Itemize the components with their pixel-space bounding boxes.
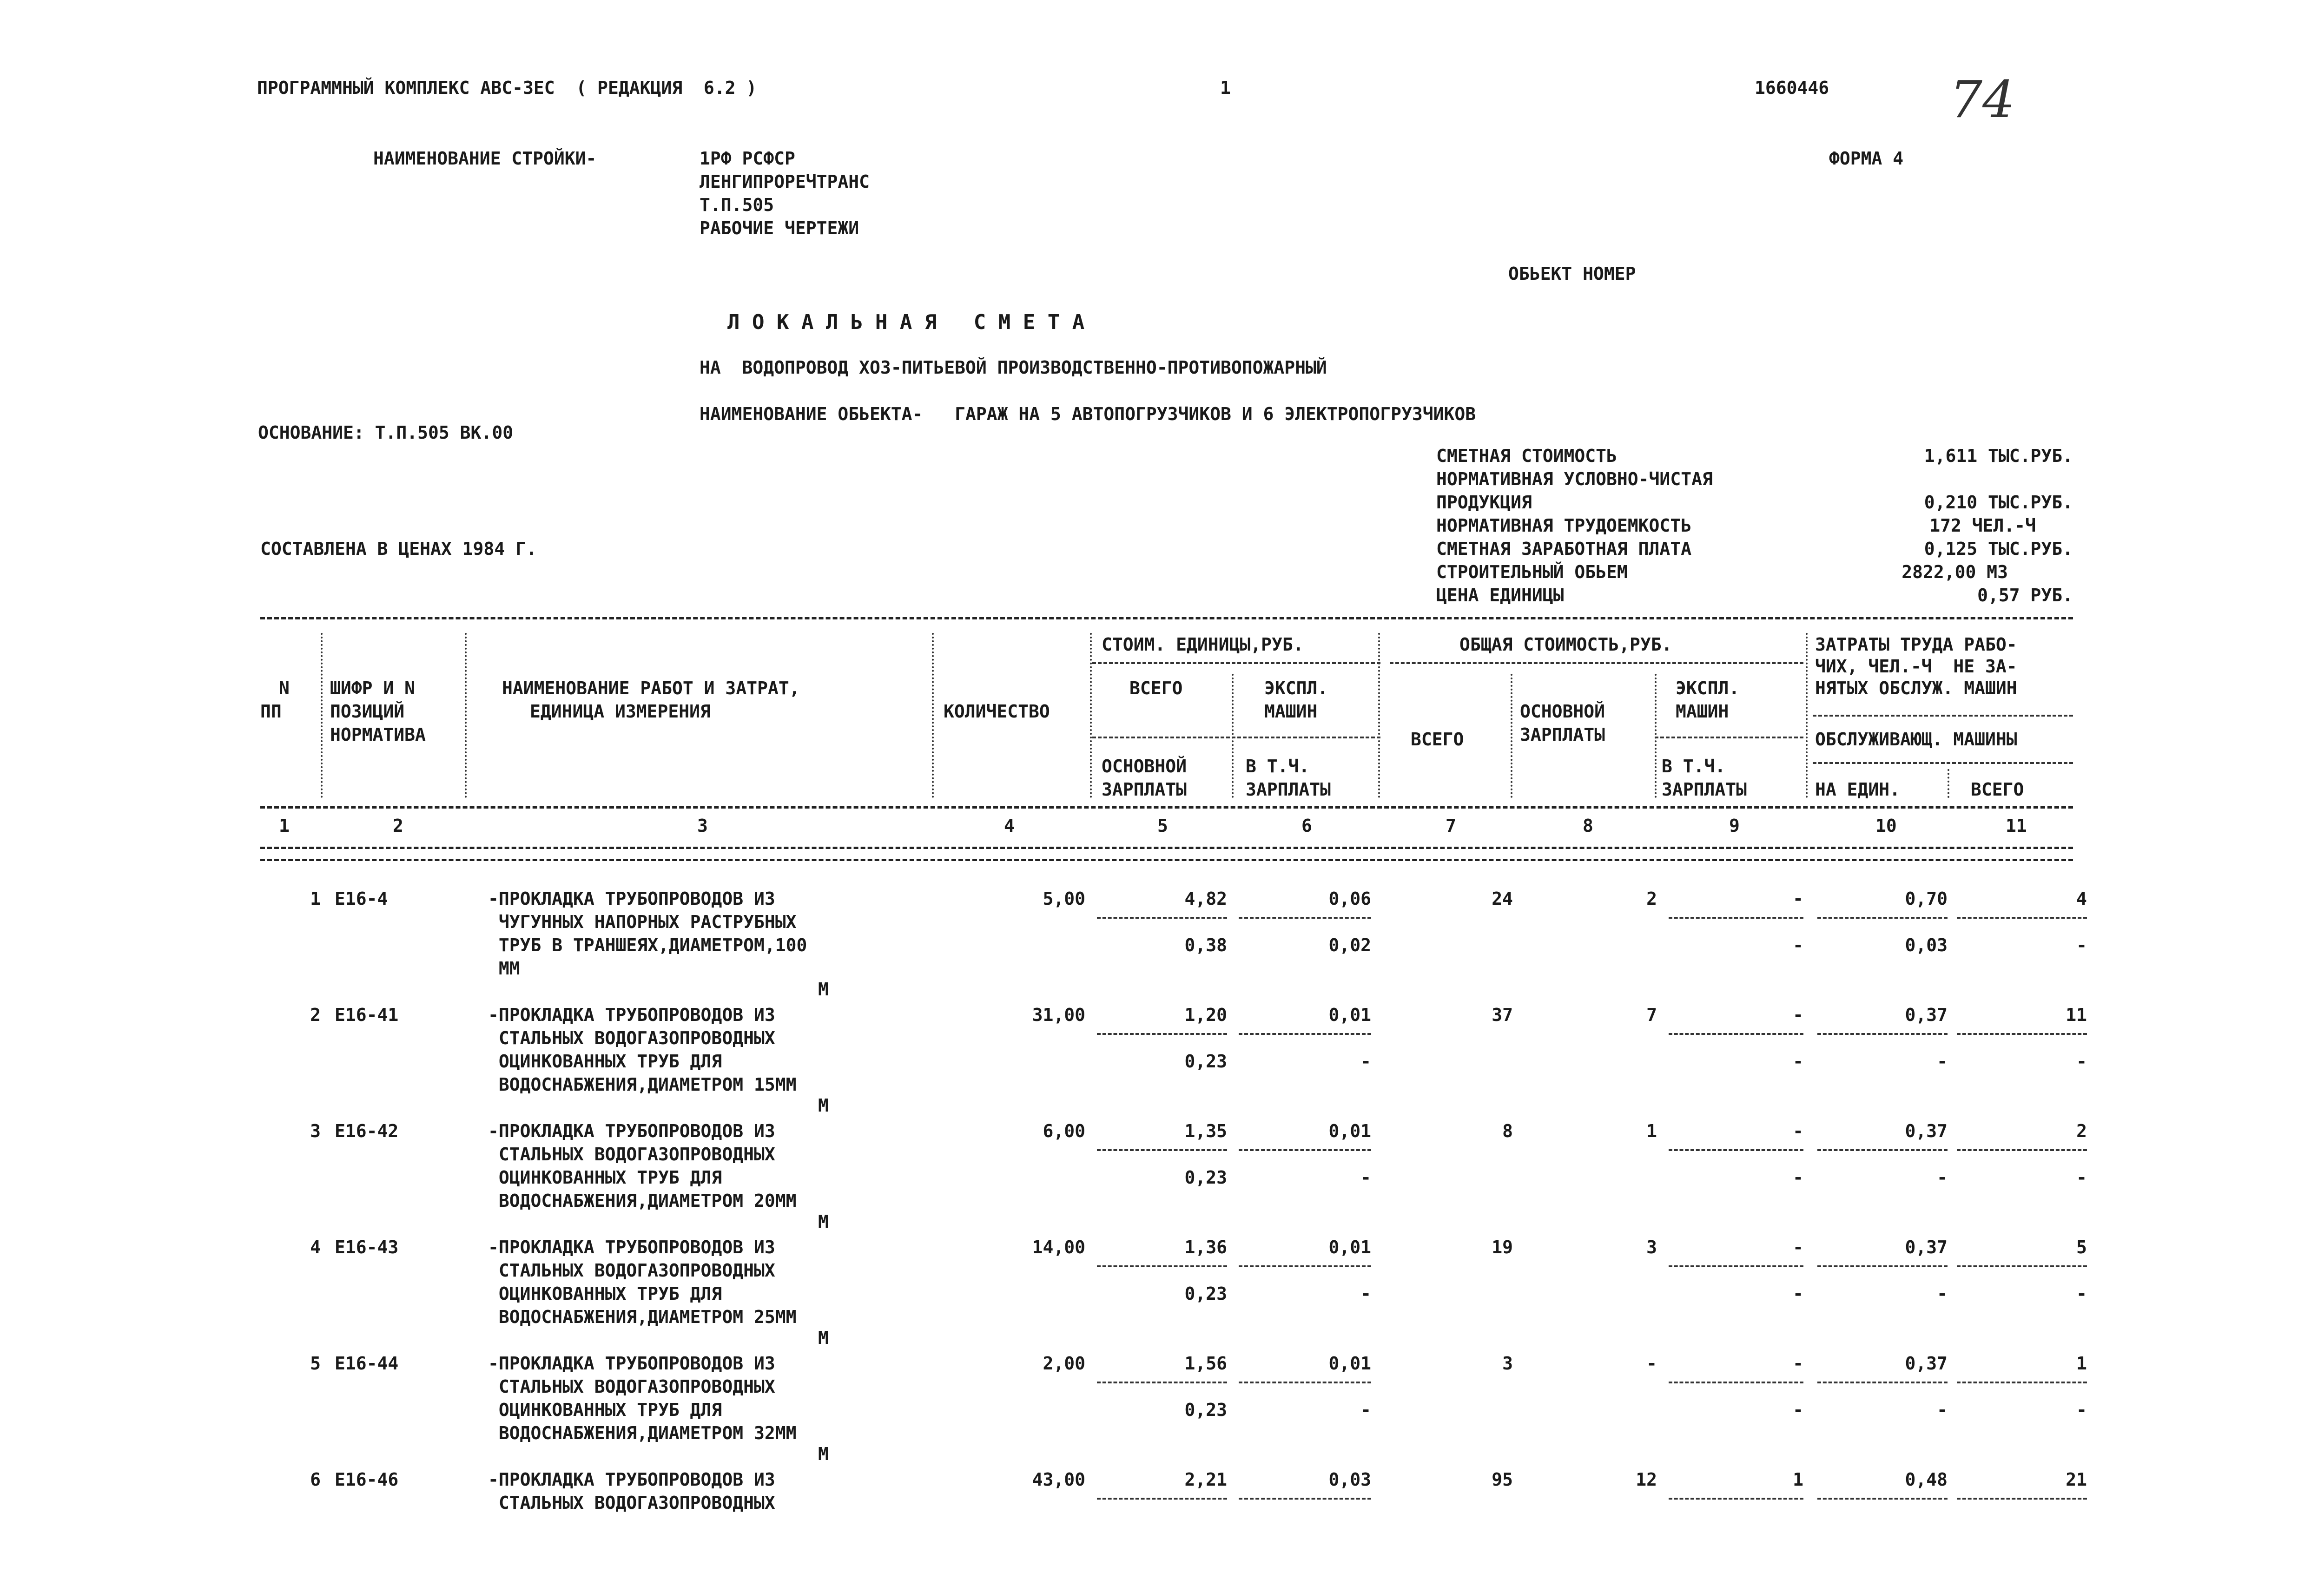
row-total-incl-wages: - — [1793, 935, 1803, 955]
summary-label: СМЕТНАЯ ЗАРАБОТНАЯ ПЛАТА — [1436, 539, 1692, 559]
tc-total-label: ВСЕГО — [1411, 729, 1464, 750]
row-name-line: -ПРОКЛАДКА ТРУБОПРОВОДОВ ИЗ — [488, 1121, 775, 1141]
unit-sub-rule — [1092, 737, 1380, 738]
cell-divider — [1957, 1265, 2087, 1267]
row-labor-total: 21 — [2066, 1469, 2087, 1490]
row-unit: М — [818, 1444, 829, 1464]
row-labor-unit: 0,37 — [1905, 1121, 1948, 1141]
row-total-machines: - — [1793, 888, 1803, 909]
unit-cost-label: СТОИМ. ЕДИНИЦЫ,РУБ. — [1102, 634, 1304, 655]
col-separator — [1378, 633, 1380, 798]
row-unit-machines: 0,01 — [1328, 1121, 1371, 1141]
col-separator — [932, 633, 934, 798]
unit-basic-label: ОСНОВНОЙ — [1102, 756, 1187, 777]
document-title: Л О К А Л Ь Н А Я С М Е Т А — [727, 310, 1085, 334]
row-name-line: СТАЛЬНЫХ ВОДОГАЗОПРОВОДНЫХ — [488, 1144, 775, 1165]
cell-divider — [1957, 1498, 2087, 1500]
row-total-wages: 3 — [1646, 1237, 1657, 1257]
row-name-line: ВОДОСНАБЖЕНИЯ,ДИАМЕТРОМ 25ММ — [488, 1307, 797, 1327]
summary-label: НОРМАТИВНАЯ УСЛОВНО-ЧИСТАЯ — [1436, 469, 1713, 489]
row-total-machines: - — [1793, 1237, 1803, 1257]
row-code: Е16-42 — [335, 1121, 399, 1141]
cell-divider — [1239, 917, 1371, 919]
col-number: 8 — [1583, 816, 1593, 836]
labor-sub-rule — [1813, 762, 2073, 764]
total-cost-label: ОБЩАЯ СТОИМОСТЬ,РУБ. — [1459, 634, 1672, 655]
row-name-line: СТАЛЬНЫХ ВОДОГАЗОПРОВОДНЫХ — [488, 1028, 775, 1048]
cell-divider — [1817, 917, 1948, 919]
cell-divider — [1669, 1033, 1803, 1035]
price-level: СОСТАВЛЕНА В ЦЕНАХ 1984 Г. — [260, 539, 537, 559]
col-number: 11 — [2006, 816, 2027, 836]
row-unit-wages: 0,23 — [1184, 1167, 1227, 1188]
row-total-machines: - — [1793, 1005, 1803, 1025]
col-separator — [1511, 674, 1512, 798]
row-total-wages: - — [1646, 1353, 1657, 1374]
header-rule-bottom — [260, 847, 2073, 849]
cell-divider — [1097, 1033, 1227, 1035]
row-number: 3 — [310, 1121, 321, 1141]
col-number: 6 — [1301, 816, 1312, 836]
row-quantity: 2,00 — [1043, 1353, 1085, 1374]
cell-divider — [1669, 1265, 1803, 1267]
row-labor-total: 11 — [2066, 1005, 2087, 1025]
row-code: Е16-4 — [335, 888, 388, 909]
row-code: Е16-46 — [335, 1469, 399, 1490]
row-name-line: ЧУГУННЫХ НАПОРНЫХ РАСТРУБНЫХ — [488, 912, 797, 932]
col-separator — [465, 633, 467, 798]
cell-divider — [1957, 1149, 2087, 1151]
row-name-line: ТРУБ В ТРАНШЕЯХ,ДИАМЕТРОМ,100 — [488, 935, 807, 955]
row-number: 5 — [310, 1353, 321, 1374]
row-name-line: -ПРОКЛАДКА ТРУБОПРОВОДОВ ИЗ — [488, 1237, 775, 1257]
col-separator — [1090, 633, 1092, 798]
col-number: 3 — [697, 816, 708, 836]
cell-divider — [1817, 1498, 1948, 1500]
unit-mach-label: ЭКСПЛ. — [1264, 678, 1328, 698]
row-unit-incl-wages: 0,02 — [1328, 935, 1371, 955]
summary-value: 0,57 РУБ. — [1977, 585, 2073, 605]
construction-label: НАИМЕНОВАНИЕ СТРОЙКИ- — [373, 148, 597, 169]
row-unit-total: 1,20 — [1184, 1005, 1227, 1025]
unit-mach-label: МАШИН — [1264, 701, 1318, 722]
cell-divider — [1097, 1498, 1227, 1500]
col-separator — [1948, 769, 1949, 798]
row-unit-total: 1,36 — [1184, 1237, 1227, 1257]
document-subtitle: НА ВОДОПРОВОД ХОЗ-ПИТЬЕВОЙ ПРОИЗВОДСТВЕННО-ПРОТИВОПОЖАРНЫЙ — [700, 357, 1327, 378]
row-total: 3 — [1502, 1353, 1513, 1374]
row-labor-total: 5 — [2076, 1237, 2087, 1257]
col-code-label: НОРМАТИВА — [330, 724, 426, 745]
row-labor-unit-service: - — [1937, 1167, 1948, 1188]
row-labor-total-service: - — [2076, 1400, 2087, 1420]
row-code: Е16-44 — [335, 1353, 399, 1374]
row-total-wages: 2 — [1646, 888, 1657, 909]
cell-divider — [1669, 1382, 1803, 1383]
cell-divider — [1669, 917, 1803, 919]
row-number: 1 — [310, 888, 321, 909]
row-total: 95 — [1492, 1469, 1513, 1490]
col-separator — [1806, 633, 1808, 798]
row-labor-total-service: - — [2076, 1283, 2087, 1304]
summary-label: ЦЕНА ЕДИНИЦЫ — [1436, 585, 1564, 605]
cell-divider — [1097, 1149, 1227, 1151]
row-total-machines: - — [1793, 1353, 1803, 1374]
construction-line: РАБОЧИЕ ЧЕРТЕЖИ — [700, 218, 859, 238]
row-name-line: ВОДОСНАБЖЕНИЯ,ДИАМЕТРОМ 32ММ — [488, 1423, 797, 1443]
row-unit-incl-wages: - — [1360, 1283, 1371, 1304]
labor-rule — [1813, 715, 2073, 717]
row-labor-total: 4 — [2076, 888, 2087, 909]
col-number: 9 — [1729, 816, 1740, 836]
unit-cost-rule — [1092, 662, 1380, 664]
col-code-label: ШИФР И N — [330, 678, 416, 698]
row-unit-machines: 0,01 — [1328, 1353, 1371, 1374]
cell-divider — [1239, 1265, 1371, 1267]
row-labor-unit: 0,48 — [1905, 1469, 1948, 1490]
tc-mach-label: ЭКСПЛ. — [1676, 678, 1740, 698]
summary-label: ПРОДУКЦИЯ — [1436, 492, 1532, 513]
row-unit-machines: 0,06 — [1328, 888, 1371, 909]
col-number: 5 — [1157, 816, 1168, 836]
row-labor-total-service: - — [2076, 1051, 2087, 1072]
basis: ОСНОВАНИЕ: Т.П.505 ВК.00 — [258, 422, 514, 443]
row-total-wages: 7 — [1646, 1005, 1657, 1025]
row-unit: М — [818, 1095, 829, 1116]
row-unit-wages: 0,38 — [1184, 935, 1227, 955]
handwritten-page-number: 74 — [1950, 70, 2015, 129]
row-labor-unit-service: - — [1937, 1051, 1948, 1072]
row-total-incl-wages: - — [1793, 1167, 1803, 1188]
construction-line: 1РФ РСФСР — [700, 148, 795, 169]
row-unit-wages: 0,23 — [1184, 1051, 1227, 1072]
row-labor-unit: 0,37 — [1905, 1005, 1948, 1025]
col-separator — [321, 633, 323, 798]
row-unit: М — [818, 1328, 829, 1348]
row-unit-incl-wages: - — [1360, 1167, 1371, 1188]
row-name-line: ОЦИНКОВАННЫХ ТРУБ ДЛЯ — [488, 1283, 722, 1304]
row-name-line: ММ — [488, 958, 520, 979]
row-unit-wages: 0,23 — [1184, 1400, 1227, 1420]
program-header: ПРОГРАММНЫЙ КОМПЛЕКС АВС-3ЕС ( РЕДАКЦИЯ 6.2 ) — [257, 78, 757, 98]
row-total-machines: - — [1793, 1121, 1803, 1141]
labor-total-label: ВСЕГО — [1971, 779, 2024, 800]
row-total: 37 — [1492, 1005, 1513, 1025]
row-total-wages: 12 — [1636, 1469, 1657, 1490]
col-qty-label: КОЛИЧЕСТВО — [944, 701, 1050, 722]
row-name-line: ОЦИНКОВАННЫХ ТРУБ ДЛЯ — [488, 1167, 722, 1188]
total-cost-rule — [1390, 662, 1803, 664]
row-name-line: -ПРОКЛАДКА ТРУБОПРОВОДОВ ИЗ — [488, 1005, 775, 1025]
row-labor-total: 1 — [2076, 1353, 2087, 1374]
row-name-line: СТАЛЬНЫХ ВОДОГАЗОПРОВОДНЫХ — [488, 1260, 775, 1281]
form-number: ФОРМА 4 — [1829, 148, 1904, 169]
col-number: 7 — [1446, 816, 1456, 836]
cell-divider — [1669, 1498, 1803, 1500]
row-total: 24 — [1492, 888, 1513, 909]
row-total-incl-wages: - — [1793, 1051, 1803, 1072]
row-labor-unit: 0,37 — [1905, 1353, 1948, 1374]
page-number: 1 — [1220, 78, 1231, 98]
col-number: 2 — [393, 816, 403, 836]
unit-incl-label: ЗАРПЛАТЫ — [1246, 779, 1331, 800]
tc-basic-label: ОСНОВНОЙ — [1520, 701, 1605, 722]
document-code: 1660446 — [1755, 78, 1829, 98]
col-code-label: ПОЗИЦИЙ — [330, 701, 405, 722]
unit-basic-label: ЗАРПЛАТЫ — [1102, 779, 1187, 800]
row-unit-total: 1,35 — [1184, 1121, 1227, 1141]
labor-label: ЗАТРАТЫ ТРУДА РАБО- — [1815, 634, 2017, 655]
row-name-line: -ПРОКЛАДКА ТРУБОПРОВОДОВ ИЗ — [488, 1353, 775, 1374]
col-n-label: N — [279, 678, 290, 698]
row-unit: М — [818, 979, 829, 1000]
labor-unit-label: НА ЕДИН. — [1815, 779, 1901, 800]
row-name-line: СТАЛЬНЫХ ВОДОГАЗОПРОВОДНЫХ — [488, 1493, 775, 1513]
tc-incl-label: В Т.Ч. — [1662, 756, 1726, 777]
cell-divider — [1957, 1033, 2087, 1035]
row-unit-total: 4,82 — [1184, 888, 1227, 909]
cell-divider — [1097, 1382, 1227, 1383]
row-labor-total-service: - — [2076, 935, 2087, 955]
cell-divider — [1097, 1265, 1227, 1267]
row-total-wages: 1 — [1646, 1121, 1657, 1141]
summary-label: СМЕТНАЯ СТОИМОСТЬ — [1436, 446, 1617, 466]
construction-line: Т.П.505 — [700, 195, 774, 215]
tc-sub-rule — [1655, 737, 1803, 738]
row-total: 8 — [1502, 1121, 1513, 1141]
row-quantity: 5,00 — [1043, 888, 1085, 909]
row-unit-incl-wages: - — [1360, 1400, 1371, 1420]
tc-incl-label: ЗАРПЛАТЫ — [1662, 779, 1747, 800]
row-unit-wages: 0,23 — [1184, 1283, 1227, 1304]
cell-divider — [1669, 1149, 1803, 1151]
tc-mach-label: МАШИН — [1676, 701, 1729, 722]
summary-value: 2822,00 М3 — [1901, 562, 2008, 582]
cell-divider — [1239, 1033, 1371, 1035]
row-labor-total-service: - — [2076, 1167, 2087, 1188]
row-code: Е16-43 — [335, 1237, 399, 1257]
cell-divider — [1817, 1149, 1948, 1151]
header-rule-bottom — [260, 859, 2073, 861]
unit-incl-label: В Т.Ч. — [1246, 756, 1310, 777]
cell-divider — [1097, 917, 1227, 919]
row-labor-total: 2 — [2076, 1121, 2087, 1141]
row-total: 19 — [1492, 1237, 1513, 1257]
row-name-line: -ПРОКЛАДКА ТРУБОПРОВОДОВ ИЗ — [488, 1469, 775, 1490]
col-separator — [1232, 674, 1234, 798]
labor-serv-label: ОБСЛУЖИВАЮЩ. МАШИНЫ — [1815, 729, 2017, 750]
cell-divider — [1817, 1265, 1948, 1267]
row-labor-unit: 0,70 — [1905, 888, 1948, 909]
cell-divider — [1817, 1382, 1948, 1383]
row-unit-incl-wages: - — [1360, 1051, 1371, 1072]
cell-divider — [1239, 1149, 1371, 1151]
row-quantity: 43,00 — [1032, 1469, 1085, 1490]
row-total-incl-wages: - — [1793, 1283, 1803, 1304]
summary-label: НОРМАТИВНАЯ ТРУДОЕМКОСТЬ — [1436, 515, 1692, 536]
tc-basic-label: ЗАРПЛАТЫ — [1520, 724, 1605, 745]
row-unit-machines: 0,01 — [1328, 1005, 1371, 1025]
header-rule-top — [260, 617, 2073, 619]
summary-value: 172 ЧЕЛ.-Ч — [1929, 515, 2036, 536]
col-name-label: НАИМЕНОВАНИЕ РАБОТ И ЗАТРАТ, — [502, 678, 800, 698]
row-quantity: 6,00 — [1043, 1121, 1085, 1141]
cell-divider — [1957, 1382, 2087, 1383]
unit-total-label: ВСЕГО — [1129, 678, 1183, 698]
row-quantity: 31,00 — [1032, 1005, 1085, 1025]
row-unit-machines: 0,03 — [1328, 1469, 1371, 1490]
object-number-label: ОБЬЕКТ НОМЕР — [1508, 263, 1636, 284]
labor-label: НЯТЫХ ОБСЛУЖ. МАШИН — [1815, 678, 2017, 698]
row-total-machines: 1 — [1793, 1469, 1803, 1490]
labor-label: ЧИХ, ЧЕЛ.-Ч НЕ ЗА- — [1815, 656, 2017, 677]
row-name-line: ВОДОСНАБЖЕНИЯ,ДИАМЕТРОМ 20ММ — [488, 1191, 797, 1211]
row-name-line: ОЦИНКОВАННЫХ ТРУБ ДЛЯ — [488, 1051, 722, 1072]
row-unit-machines: 0,01 — [1328, 1237, 1371, 1257]
col-name-label: ЕДИНИЦА ИЗМЕРЕНИЯ — [530, 701, 711, 722]
row-quantity: 14,00 — [1032, 1237, 1085, 1257]
summary-value: 0,125 ТЫС.РУБ. — [1924, 539, 2073, 559]
col-number: 10 — [1875, 816, 1897, 836]
row-name-line: ОЦИНКОВАННЫХ ТРУБ ДЛЯ — [488, 1400, 722, 1420]
row-unit-total: 1,56 — [1184, 1353, 1227, 1374]
col-n-label: ПП — [260, 701, 282, 722]
row-labor-unit-service: - — [1937, 1400, 1948, 1420]
col-number: 4 — [1004, 816, 1015, 836]
row-total-incl-wages: - — [1793, 1400, 1803, 1420]
summary-label: СТРОИТЕЛЬНЫЙ ОБЬЕМ — [1436, 562, 1628, 582]
cell-divider — [1817, 1033, 1948, 1035]
header-rule-mid — [260, 806, 2073, 809]
row-name-line: СТАЛЬНЫХ ВОДОГАЗОПРОВОДНЫХ — [488, 1376, 775, 1397]
row-number: 6 — [310, 1469, 321, 1490]
row-name-line: -ПРОКЛАДКА ТРУБОПРОВОДОВ ИЗ — [488, 888, 775, 909]
row-unit: М — [818, 1211, 829, 1232]
row-unit-total: 2,21 — [1184, 1469, 1227, 1490]
row-number: 2 — [310, 1005, 321, 1025]
cell-divider — [1239, 1498, 1371, 1500]
row-code: Е16-41 — [335, 1005, 399, 1025]
row-number: 4 — [310, 1237, 321, 1257]
col-number: 1 — [279, 816, 290, 836]
col-separator — [1655, 674, 1657, 798]
construction-line: ЛЕНГИПРОРЕЧТРАНС — [700, 171, 870, 192]
cell-divider — [1239, 1382, 1371, 1383]
row-labor-unit: 0,37 — [1905, 1237, 1948, 1257]
summary-value: 1,611 ТЫС.РУБ. — [1924, 446, 2073, 466]
row-labor-unit-service: - — [1937, 1283, 1948, 1304]
object-name: НАИМЕНОВАНИЕ ОБЬЕКТА- ГАРАЖ НА 5 АВТОПОГРУЗЧИКОВ И 6 ЭЛЕКТРОПОГРУЗЧИКОВ — [700, 404, 1476, 424]
summary-value: 0,210 ТЫС.РУБ. — [1924, 492, 2073, 513]
row-labor-unit-service: 0,03 — [1905, 935, 1948, 955]
row-name-line: ВОДОСНАБЖЕНИЯ,ДИАМЕТРОМ 15ММ — [488, 1074, 797, 1095]
cell-divider — [1957, 917, 2087, 919]
